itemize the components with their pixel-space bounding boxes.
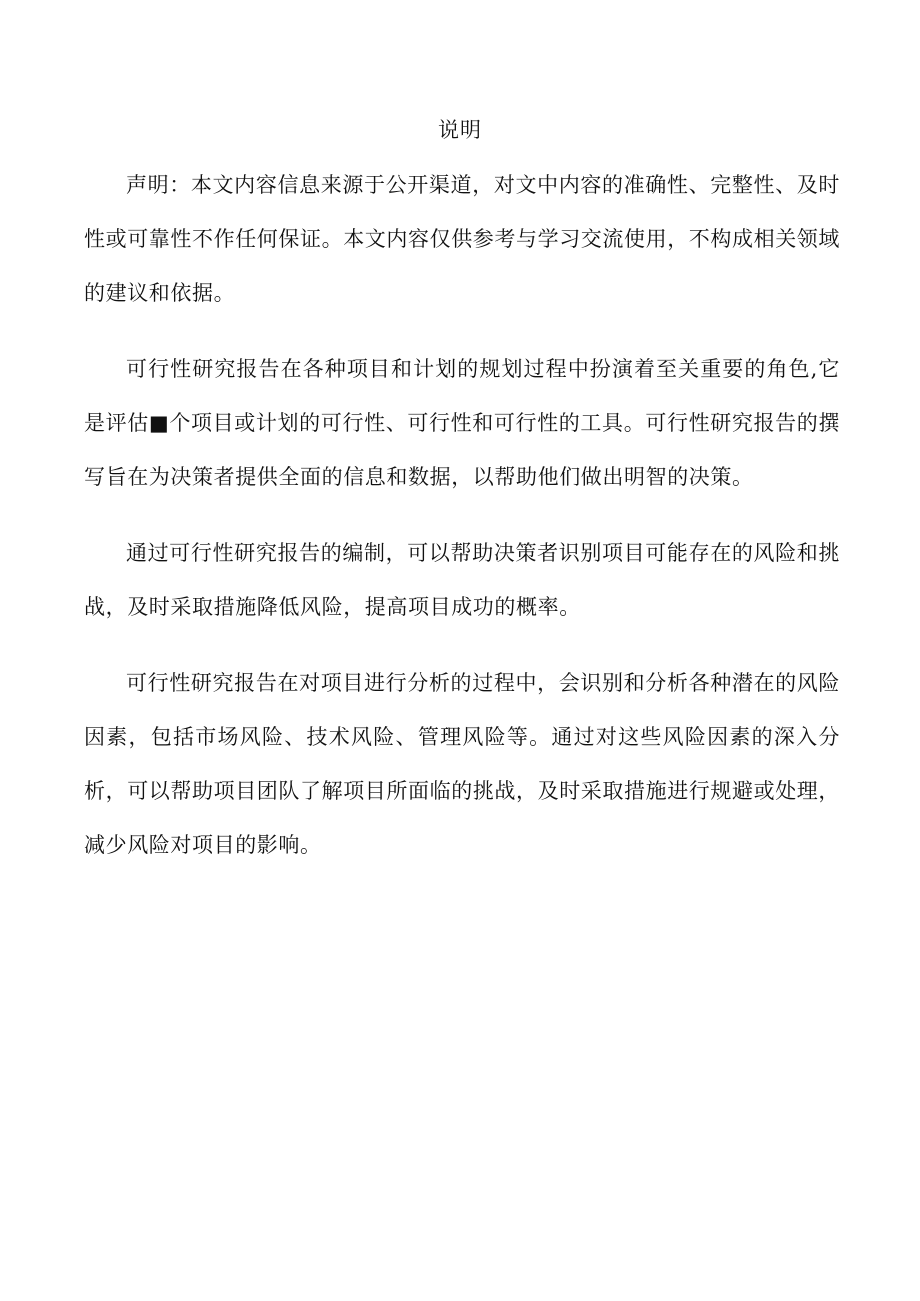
paragraph-risk-identification: 通过可行性研究报告的编制，可以帮助决策者识别项目可能存在的风险和挑战，及时采取措施降低风险，提高项目成功的概率。	[84, 541, 840, 619]
page-title: 说明	[438, 118, 482, 142]
paragraph-disclaimer: 声明：本文内容信息来源于公开渠道，对文中内容的准确性、完整性、及时性或可靠性不作任何保证。本文内容仅供参考与学习交流使用，不构成相关领域的建议和依据。	[84, 173, 840, 305]
paragraph-risk-analysis: 可行性研究报告在对项目进行分析的过程中，会识别和分析各种潜在的风险因素，包括市场风险、技术风险、管理风险等。通过对这些风险因素的深入分析，可以帮助项目团队了解项目所面临的挑战，及时采取措施进行规避或处理，减少风险对项目的影响。	[84, 671, 840, 857]
paragraph-feasibility-role: 可行性研究报告在各种项目和计划的规划过程中扮演着至关重要的角色,它是评估■个项目或计划的可行性、可行性和可行性的工具。可行性研究报告的撰写旨在为决策者提供全面的信息和数据，以帮助他们做出明智的决策。	[84, 357, 840, 489]
document-body	[84, 158, 840, 894]
